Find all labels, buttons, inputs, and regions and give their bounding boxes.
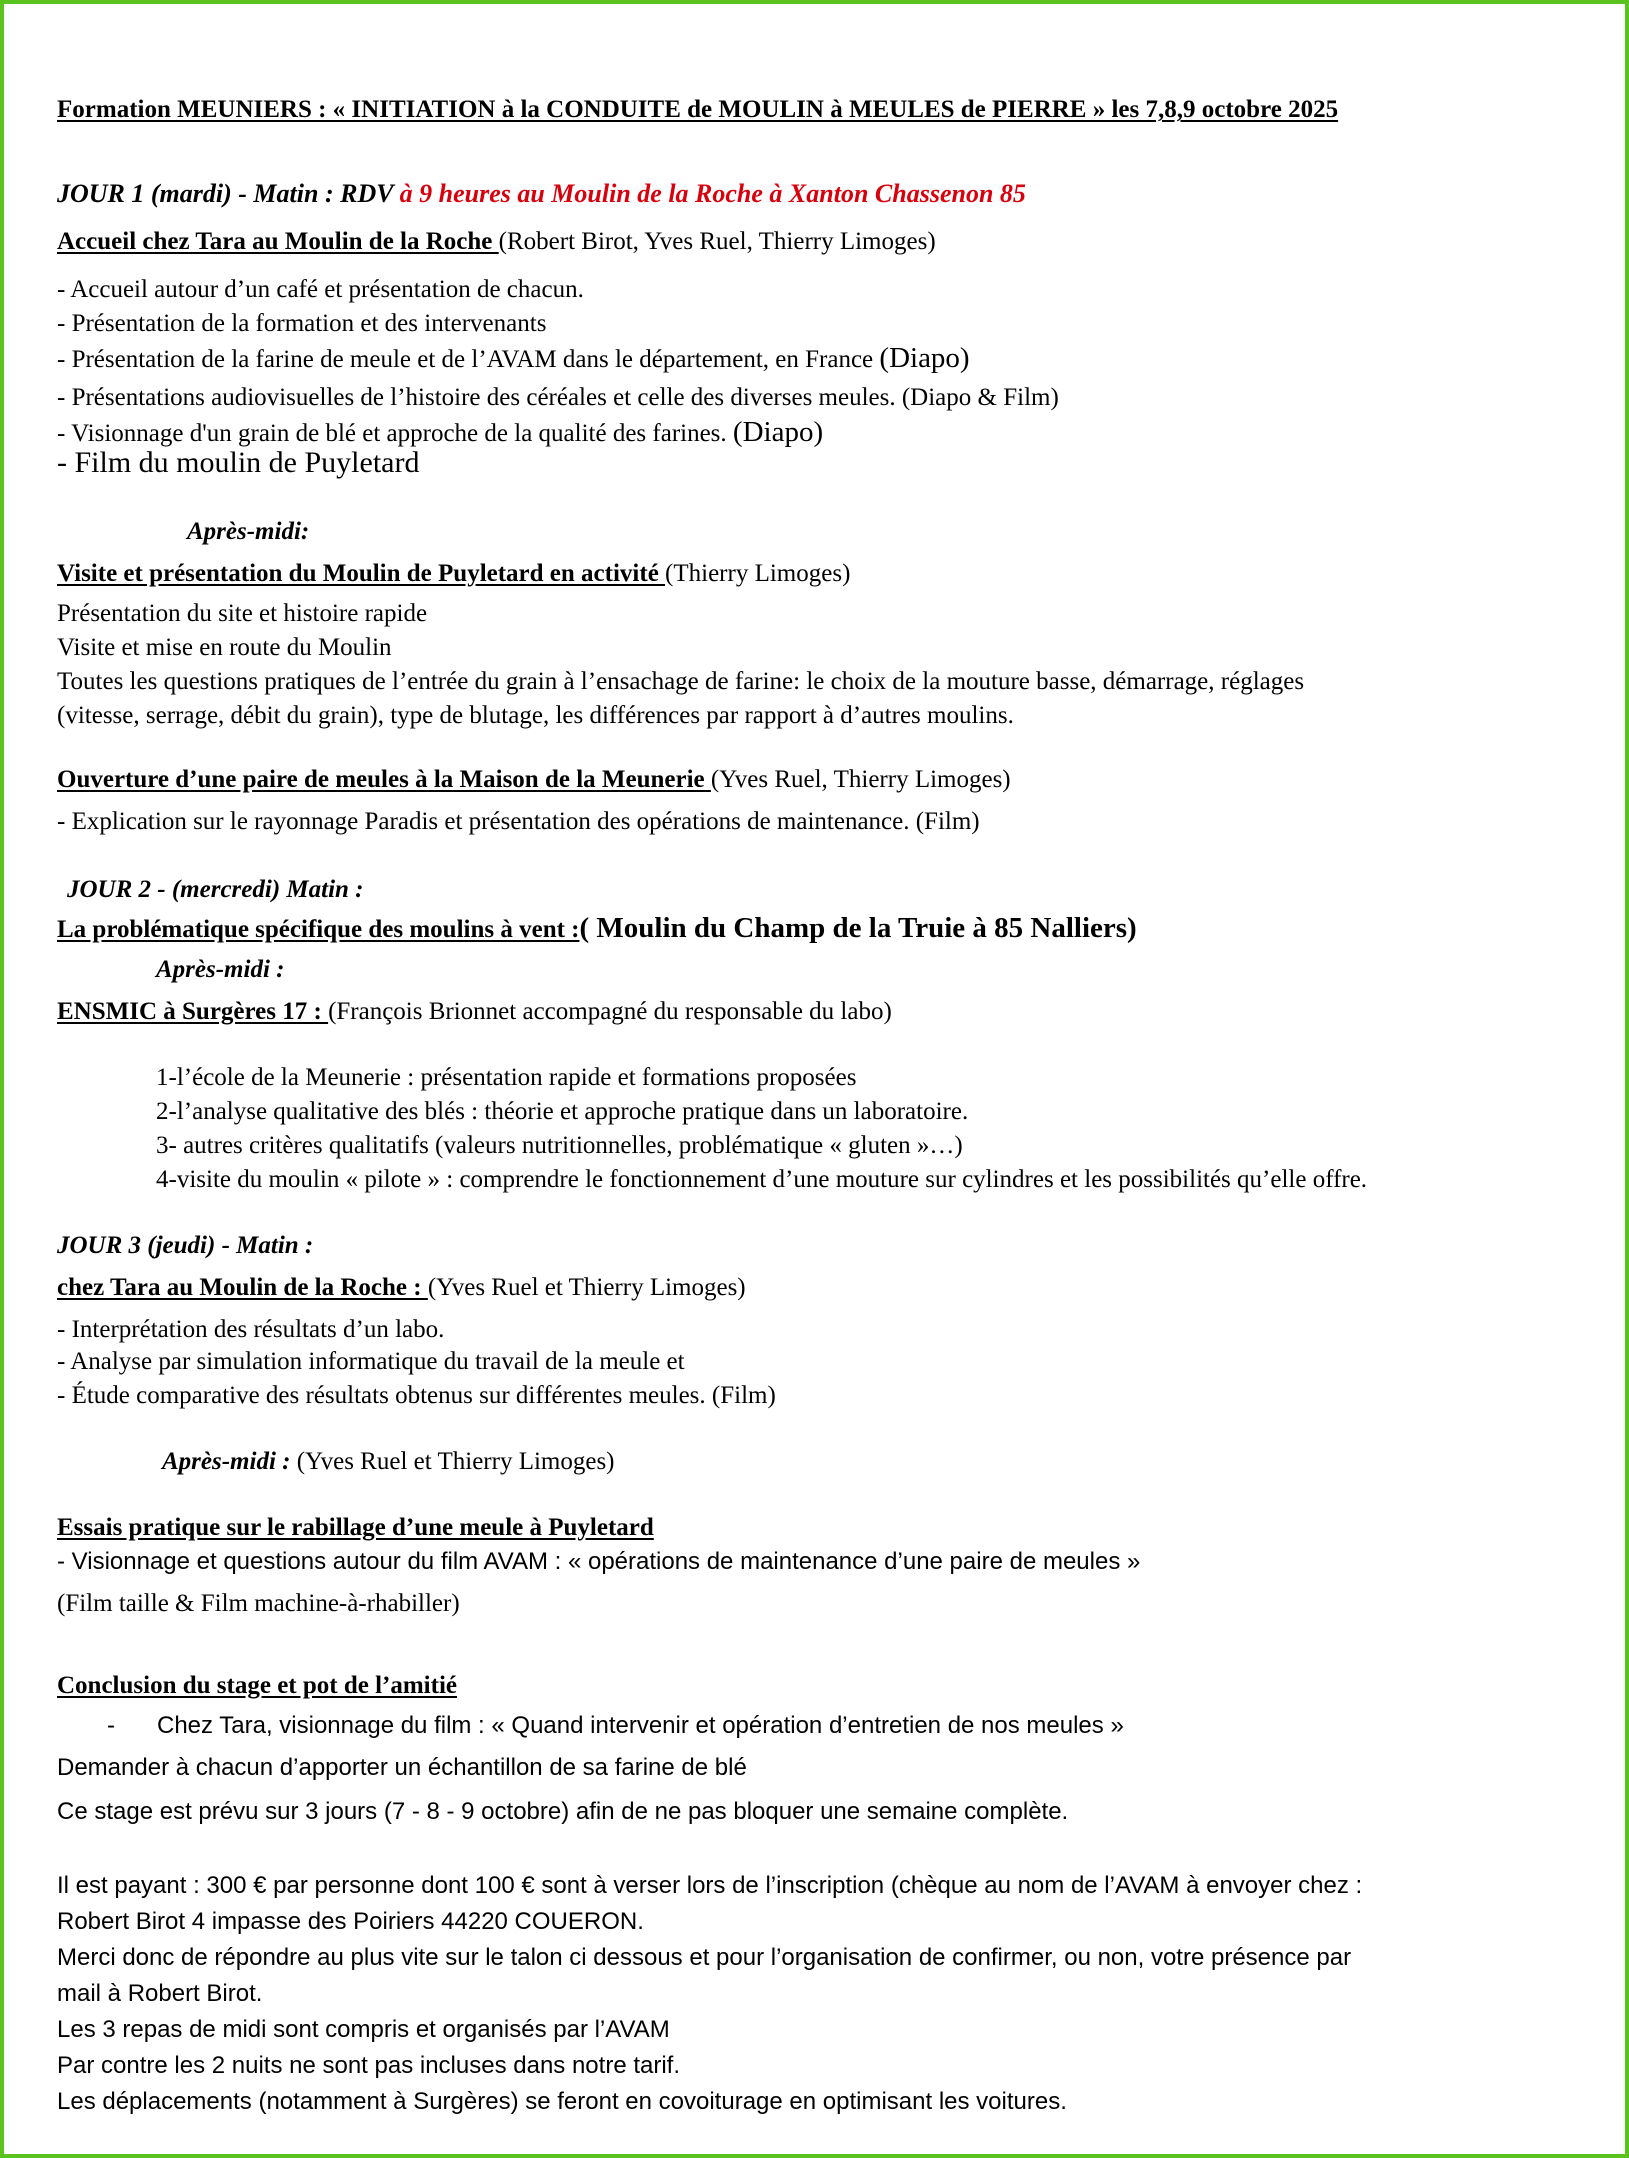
day2-item-1: 1-l’école de la Meunerie : présentation rapide et formations proposées	[156, 1064, 857, 1091]
day1-visit-line-4: (vitesse, serrage, débit du grain), type de blutage, les différences par rapport à d’autres moulins.	[57, 702, 1014, 729]
day1-item-2: - Présentation de la formation et des intervenants	[57, 310, 547, 337]
conclusion-line-7: Les 3 repas de midi sont compris et organisés par l’AVAM	[57, 2016, 670, 2043]
conclusion-line-2: Ce stage est prévu sur 3 jours (7 - 8 - 9 octobre) afin de ne pas bloquer une semaine complète.	[57, 1798, 1069, 1825]
conclusion-line-4: Robert Birot 4 impasse des Poiriers 44220 COUERON.	[57, 1908, 644, 1935]
day3-item-3: - Étude comparative des résultats obtenus sur différentes meules. (Film)	[57, 1382, 776, 1409]
day1-item-3: - Présentation de la farine de meule et de l’AVAM dans le département, en France (Diapo)	[57, 342, 970, 374]
day1-opening-heading: Ouverture d’une paire de meules à la Maison de la Meunerie (Yves Ruel, Thierry Limoges)	[57, 766, 1011, 793]
conclusion-bullet-dash: -	[107, 1712, 115, 1739]
conclusion-bullet-text: Chez Tara, visionnage du film : « Quand intervenir et opération d’entretien de nos meules »	[157, 1712, 1124, 1739]
day1-opening-line: - Explication sur le rayonnage Paradis et présentation des opérations de maintenance. (Film)	[57, 808, 980, 835]
day2-windmill-heading: La problématique spécifique des moulins à vent :( Moulin du Champ de la Truie à 85 Nalliers)	[57, 912, 1137, 944]
day3-afternoon-heading: Après-midi : (Yves Ruel et Thierry Limoges)	[162, 1448, 615, 1475]
day1-item-4: - Présentations audiovisuelles de l’histoire des céréales et celle des diverses meules. (Diapo & Film)	[57, 384, 1059, 411]
day2-afternoon-heading: Après-midi :	[156, 956, 285, 983]
day1-heading: JOUR 1 (mardi) - Matin : RDV à 9 heures au Moulin de la Roche à Xanton Chassenon 85	[57, 179, 1026, 208]
day2-ensmic-heading: ENSMIC à Surgères 17 : (François Brionnet accompagné du responsable du labo)	[57, 998, 892, 1025]
day1-item-1: - Accueil autour d’un café et présentation de chacun.	[57, 276, 584, 303]
day1-visit-line-1: Présentation du site et histoire rapide	[57, 600, 428, 627]
day3-heading: JOUR 3 (jeudi) - Matin :	[57, 1232, 314, 1259]
conclusion-line-5: Merci donc de répondre au plus vite sur le talon ci dessous et pour l’organisation de confirmer, ou non, votre présence par	[57, 1944, 1352, 1971]
day1-meeting-place: à 9 heures au Moulin de la Roche à Xanton Chassenon 85	[399, 179, 1026, 208]
conclusion-line-8: Par contre les 2 nuits ne sont pas incluses dans notre tarif.	[57, 2052, 681, 2079]
day3-dressing-line: - Visionnage et questions autour du film AVAM : « opérations de maintenance d’une paire de meules »	[57, 1548, 1141, 1575]
day2-item-2: 2-l’analyse qualitative des blés : théorie et approche pratique dans un laboratoire.	[156, 1098, 969, 1125]
day1-item-5: - Visionnage d'un grain de blé et approche de la qualité des farines. (Diapo)	[57, 416, 824, 448]
day1-item-6: - Film du moulin de Puyletard	[57, 446, 420, 479]
day2-item-4: 4-visite du moulin « pilote » : comprendre le fonctionnement d’une mouture sur cylindres et les possibilités qu’elle offre.	[156, 1166, 1368, 1193]
conclusion-line-9: Les déplacements (notamment à Surgères) se feront en covoiturage en optimisant les voitures.	[57, 2088, 1067, 2115]
day3-dressing-heading: Essais pratique sur le rabillage d’une meule à Puyletard	[57, 1514, 654, 1541]
day1-visit-line-3: Toutes les questions pratiques de l’entrée du grain à l’ensachage de farine: le choix de la mouture basse, démarrage, réglages	[57, 668, 1305, 695]
day1-welcome-heading: Accueil chez Tara au Moulin de la Roche (Robert Birot, Yves Ruel, Thierry Limoges)	[57, 228, 936, 255]
conclusion-line-6: mail à Robert Birot.	[57, 1980, 263, 2007]
conclusion-line-3: Il est payant : 300 € par personne dont 100 € sont à verser lors de l’inscription (chèque au nom de l’AVAM à envoyer chez :	[57, 1872, 1363, 1899]
day3-item-1: - Interprétation des résultats d’un labo.	[57, 1316, 445, 1343]
day2-item-3: 3- autres critères qualitatifs (valeurs nutritionnelles, problématique « gluten »…)	[156, 1132, 963, 1159]
day1-afternoon-heading: Après-midi:	[187, 518, 310, 545]
conclusion-heading: Conclusion du stage et pot de l’amitié	[57, 1672, 457, 1699]
day3-films-line: (Film taille & Film machine-à-rhabiller)	[57, 1590, 460, 1617]
day3-roche-heading: chez Tara au Moulin de la Roche : (Yves Ruel et Thierry Limoges)	[57, 1274, 746, 1301]
day1-visit-heading: Visite et présentation du Moulin de Puyletard en activité (Thierry Limoges)	[57, 560, 851, 587]
day1-visit-line-2: Visite et mise en route du Moulin	[57, 634, 392, 661]
conclusion-line-1: Demander à chacun d’apporter un échantillon de sa farine de blé	[57, 1754, 747, 1781]
page-title: Formation MEUNIERS : « INITIATION à la CONDUITE de MOULIN à MEULES de PIERRE » les 7,8,9 octobre 2025	[57, 96, 1339, 123]
day2-heading: JOUR 2 - (mercredi) Matin :	[67, 876, 364, 903]
day3-item-2: - Analyse par simulation informatique du travail de la meule et	[57, 1348, 685, 1375]
